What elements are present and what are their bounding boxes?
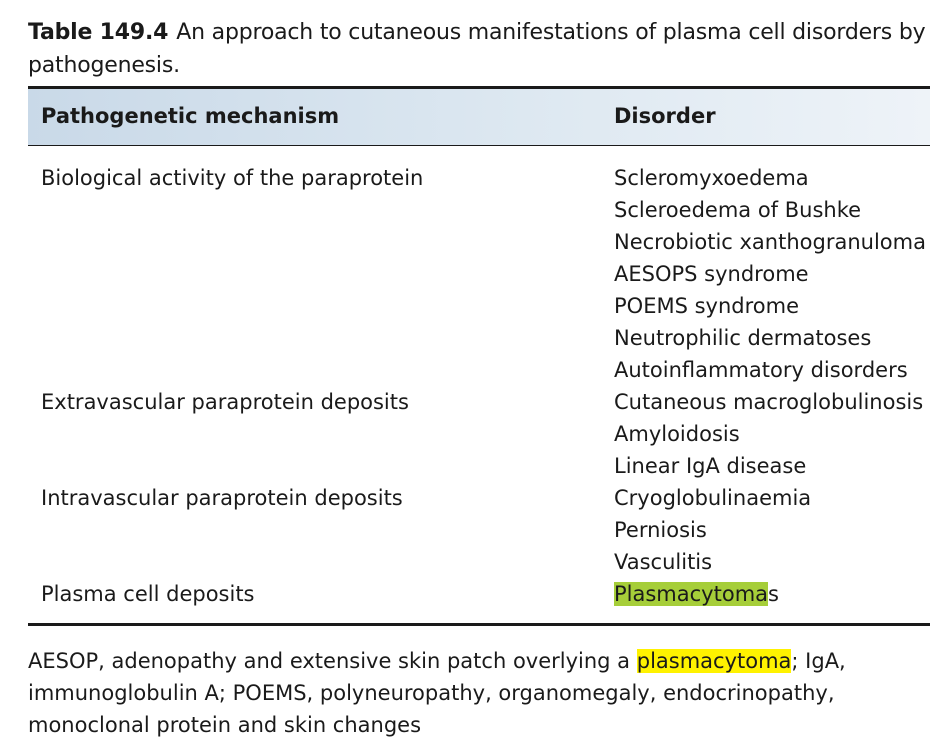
disorder-cell: Neutrophilic dermatoses xyxy=(614,326,872,350)
column-header-disorder: Disorder xyxy=(614,104,716,128)
disorder-cell-plasmacytomas xyxy=(614,578,779,610)
disorder-cell: Scleromyxoedema xyxy=(614,166,809,190)
yellow-highlight: plasmacytoma xyxy=(636,649,792,673)
table-label: Table 149.4 xyxy=(28,20,169,45)
disorder-cell: Autoinflammatory disorders xyxy=(614,358,908,382)
disorder-cell: Perniosis xyxy=(614,518,707,542)
mechanism-cell: Intravascular paraprotein deposits xyxy=(41,486,403,510)
disorder-cell: Cutaneous macroglobulinosis xyxy=(614,390,924,414)
column-header-mechanism: Pathogenetic mechanism xyxy=(41,104,340,128)
mechanism-cell: Plasma cell deposits xyxy=(41,582,255,606)
highlight-suffix: s xyxy=(768,582,779,606)
footnote-text-before: AESOP, adenopathy and extensive skin patch overlying a xyxy=(28,649,637,673)
disorder-cell: Scleroedema of Bushke xyxy=(614,198,862,222)
disorder-cell: Cryoglobulinaemia xyxy=(614,486,812,510)
table-caption-text: An approach to cutaneous manifestations of plasma cell disorders by pathogenesis. xyxy=(28,20,926,78)
table-header xyxy=(28,89,930,146)
footnote-text-after: ; IgA, immunoglobulin A; POEMS, polyneuropathy, organomegaly, endocrinopathy, monoclonal protein and skin changes xyxy=(28,649,846,737)
mechanism-cell: Biological activity of the paraprotein xyxy=(41,166,424,190)
disorder-cell: Linear IgA disease xyxy=(614,454,807,478)
table-caption xyxy=(28,16,928,82)
table-bottom-rule xyxy=(28,623,930,626)
disorder-cell: Vasculitis xyxy=(614,550,713,574)
disorder-cell: POEMS syndrome xyxy=(614,294,799,318)
disorder-cell: Necrobiotic xanthogranuloma xyxy=(614,230,926,254)
table-footnote xyxy=(28,645,928,741)
disorder-cell: AESOPS syndrome xyxy=(614,262,809,286)
green-highlight: Plasmacytoma xyxy=(614,582,769,606)
disorder-cell: Amyloidosis xyxy=(614,422,740,446)
mechanism-cell: Extravascular paraprotein deposits xyxy=(41,390,409,414)
